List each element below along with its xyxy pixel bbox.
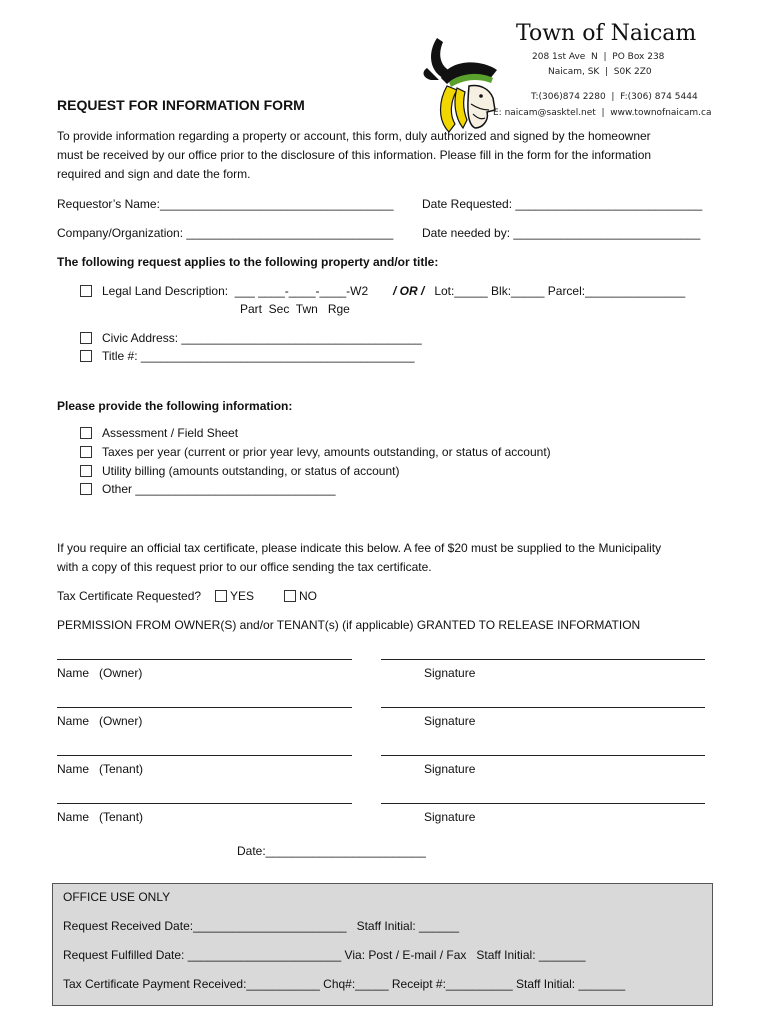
- or-label: / OR /: [393, 284, 425, 298]
- name-label: Name (Tenant): [57, 810, 144, 824]
- name-line[interactable]: [57, 659, 352, 660]
- intro-line-2: must be received by our office prior to the disclosure of this information. Please fill in the form for the information: [57, 148, 652, 162]
- intro-line-3: required and sign and date the form.: [57, 167, 251, 181]
- email-line: E: naicam@sasktel.net | www.townofnaicam.ca: [493, 108, 712, 118]
- taxes-checkbox[interactable]: [80, 446, 92, 458]
- name-label: Name (Tenant): [57, 762, 144, 776]
- assessment-checkbox[interactable]: [80, 427, 92, 439]
- date-field[interactable]: Date:________________________: [237, 844, 426, 858]
- info-item: Utility billing (amounts outstanding, or status of account): [102, 464, 400, 478]
- permission-label: PERMISSION FROM OWNER(S) and/or TENANT(s) (if applicable) GRANTED TO RELEASE INFORMATION: [57, 618, 641, 632]
- signature-label: Signature: [424, 762, 476, 776]
- office-use-box: [52, 883, 713, 1006]
- name-label: Name (Owner): [57, 714, 143, 728]
- signature-line[interactable]: [381, 659, 705, 660]
- yes-label: YES: [230, 589, 255, 603]
- intro-line-1: To provide information regarding a property or account, this form, duly authorized and signed by the homeowner: [57, 129, 651, 143]
- signature-line[interactable]: [381, 707, 705, 708]
- yes-checkbox[interactable]: [215, 590, 227, 602]
- date-needed-field[interactable]: Date needed by: ____________________________: [422, 226, 701, 240]
- info-heading: Please provide the following information:: [57, 399, 293, 413]
- legal-land-checkbox[interactable]: [80, 285, 92, 297]
- no-label: NO: [299, 589, 317, 603]
- form-title: REQUEST FOR INFORMATION FORM: [57, 97, 305, 113]
- address-line-1: 208 1st Ave N | PO Box 238: [532, 52, 665, 62]
- signature-line[interactable]: [381, 803, 705, 804]
- civic-address-field[interactable]: Civic Address: ____________________________________: [102, 331, 422, 345]
- lot-block-parcel-field[interactable]: Lot:_____ Blk:_____ Parcel:_______________: [431, 284, 686, 298]
- name-line[interactable]: [57, 707, 352, 708]
- signature-line[interactable]: [381, 755, 705, 756]
- tax-cert-line-2: with a copy of this request prior to our office sending the tax certificate.: [57, 560, 432, 574]
- name-line[interactable]: [57, 755, 352, 756]
- name-label: Name (Owner): [57, 666, 143, 680]
- property-heading: The following request applies to the following property and/or title:: [57, 255, 439, 269]
- request-fulfilled-field[interactable]: Request Fulfilled Date: _______________________ Via: Post / E-mail / Fax Staff Initial: _______: [63, 948, 586, 962]
- date-requested-field[interactable]: Date Requested: ____________________________: [422, 197, 703, 211]
- payment-received-field[interactable]: Tax Certificate Payment Received:___________ Chq#:_____ Receipt #:__________ Staff Initial: _______: [63, 977, 626, 991]
- company-field[interactable]: Company/Organization: _______________________________: [57, 226, 394, 240]
- name-line[interactable]: [57, 803, 352, 804]
- office-heading: OFFICE USE ONLY: [63, 890, 171, 904]
- other-field[interactable]: Other ______________________________: [102, 482, 336, 496]
- no-checkbox[interactable]: [284, 590, 296, 602]
- phone-line: T:(306)874 2280 | F:(306) 874 5444: [531, 92, 698, 102]
- utility-checkbox[interactable]: [80, 465, 92, 477]
- legal-sublabel: Part Sec Twn Rge: [240, 302, 350, 316]
- signature-label: Signature: [424, 714, 476, 728]
- tax-cert-question: Tax Certificate Requested?: [57, 589, 202, 603]
- info-item: Assessment / Field Sheet: [102, 426, 239, 440]
- request-received-field[interactable]: Request Received Date:_______________________ Staff Initial: ______: [63, 919, 460, 933]
- signature-label: Signature: [424, 810, 476, 824]
- title-number-checkbox[interactable]: [80, 350, 92, 362]
- other-checkbox[interactable]: [80, 483, 92, 495]
- civic-address-checkbox[interactable]: [80, 332, 92, 344]
- legal-land-label[interactable]: Legal Land Description: ___ ____-____-____-W2: [102, 284, 369, 298]
- info-item: Taxes per year (current or prior year levy, amounts outstanding, or status of account): [102, 445, 551, 459]
- town-name: Town of Naicam: [516, 21, 697, 46]
- title-number-field[interactable]: Title #: _________________________________________: [102, 349, 415, 363]
- tax-cert-line-1: If you require an official tax certificate, please indicate this below. A fee of $20 must be supplied to the Municipality: [57, 541, 662, 555]
- signature-label: Signature: [424, 666, 476, 680]
- requestor-name-field[interactable]: Requestor’s Name:___________________________________: [57, 197, 394, 211]
- address-line-2: Naicam, SK | S0K 2Z0: [548, 67, 652, 77]
